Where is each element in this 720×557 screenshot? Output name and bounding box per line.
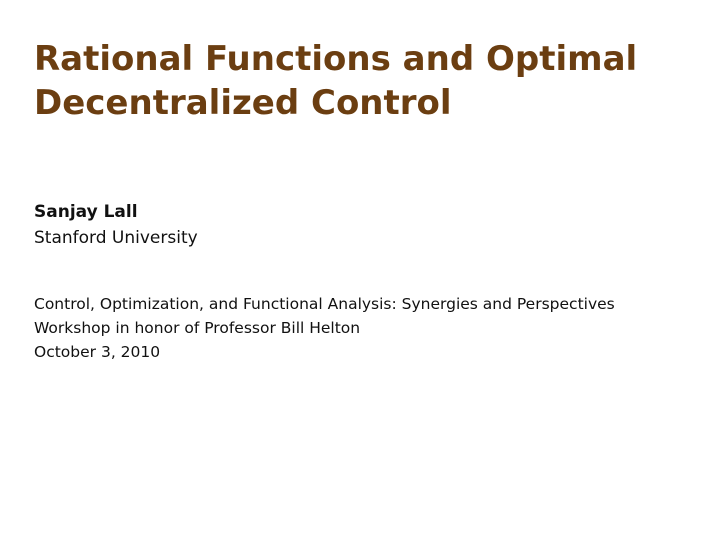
title-line-1: Rational Functions and Optimal	[34, 39, 638, 79]
title-line-2: Decentralized Control	[34, 83, 452, 123]
event-date: October 3, 2010	[34, 343, 161, 361]
author-affiliation: Stanford University	[34, 228, 198, 248]
event-block	[34, 292, 615, 364]
workshop-note: Workshop in honor of Professor Bill Helton	[34, 319, 361, 337]
author-block	[34, 199, 198, 251]
author-name: Sanjay Lall	[34, 202, 138, 222]
slide-title	[34, 37, 694, 125]
event-name: Control, Optimization, and Functional Analysis: Synergies and Perspectives	[34, 295, 615, 313]
